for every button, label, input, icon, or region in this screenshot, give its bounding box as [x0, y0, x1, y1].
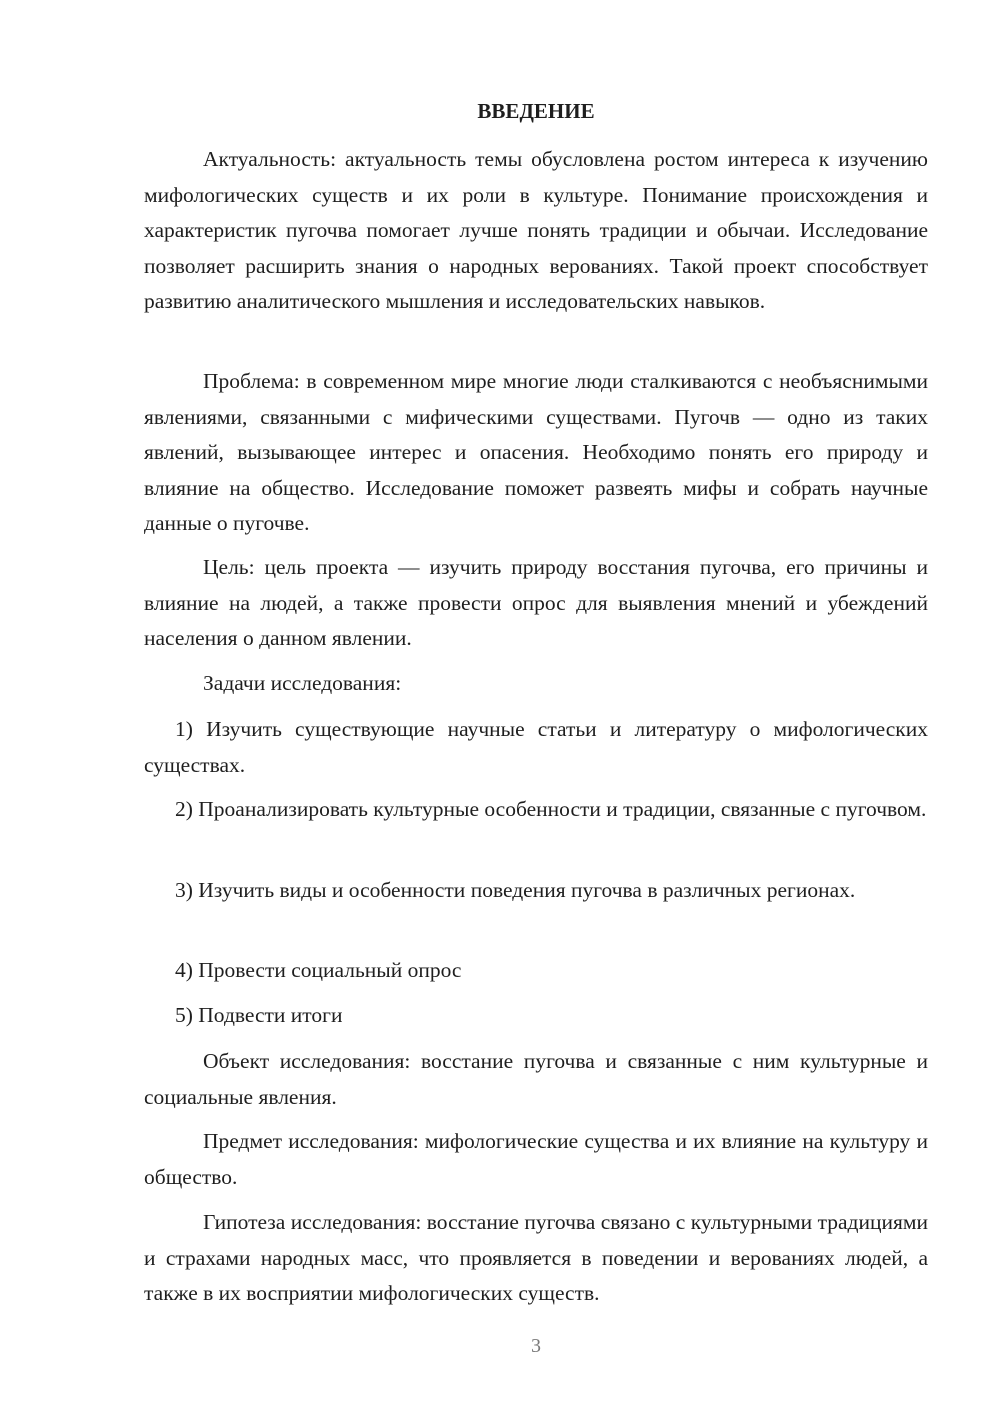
subject-paragraph: Предмет исследования: мифологические существа и их влияние на культуру и общество. — [144, 1129, 928, 1189]
task-item-5: 5) Подвести итоги — [175, 1003, 343, 1027]
task-item-2: 2) Проанализировать культурные особенности и традиции, связанные с пугочвом. — [175, 797, 927, 821]
object-paragraph: Объект исследования: восстание пугочва и связанные с ним культурные и социальные явления. — [144, 1049, 928, 1109]
goal-paragraph: Цель: цель проекта — изучить природу восстания пугочва, его причины и влияние на людей, а также провести опрос для выявления мнений и убеждений населения о данном явлении. — [144, 555, 928, 651]
tasks-title: Задачи исследования: — [203, 671, 402, 695]
section-heading: ВВЕДЕНИЕ — [477, 99, 595, 123]
task-item-3: 3) Изучить виды и особенности поведения пугочва в различных регионах. — [175, 878, 856, 902]
page-number: 3 — [531, 1335, 541, 1357]
relevance-paragraph: Актуальность: актуальность темы обусловлена ростом интереса к изучению мифологических существ и их роли в культуре. Понимание происхождения и характеристик пугочва помогает лучше понять традиции и обычаи. Исследование позволяет расширить знания о народных верованиях. Такой проект способствует развитию аналитического мышления и исследовательских навыков. — [144, 147, 928, 314]
problem-paragraph: Проблема: в современном мире многие люди сталкиваются с необъяснимыми явлениями, связанными с мифическими существами. Пугочв — одно из таких явлений, вызывающее интерес и опасения. Необходимо понять его природу и влияние на общество. Исследование поможет развеять мифы и собрать научные данные о пугочве. — [144, 369, 928, 536]
task-item-4: 4) Провести социальный опрос — [175, 958, 462, 982]
hypothesis-paragraph: Гипотеза исследования: восстание пугочва связано с культурными традициями и страхами народных масс, что проявляется в поведении и верованиях людей, а также в их восприятии мифологических существ. — [144, 1210, 928, 1306]
task-item-1: 1) Изучить существующие научные статьи и литературу о мифологических существах. — [144, 717, 928, 777]
